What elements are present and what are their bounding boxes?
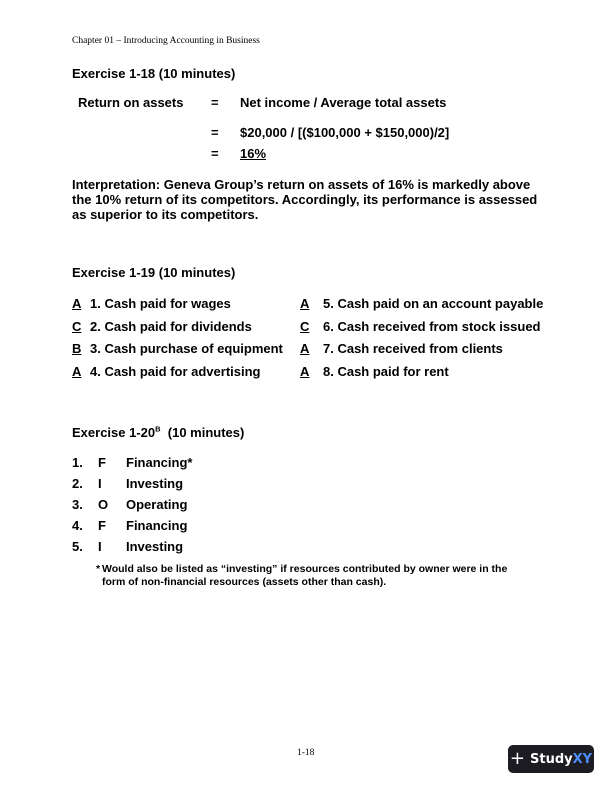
classification-code: C [72, 319, 82, 334]
exercise-1-20b-title [72, 425, 244, 440]
exercise-1-20-title-main: Exercise 1-20 [72, 425, 156, 440]
roa-label: Return on assets [78, 95, 184, 110]
activity-type: Financing* [126, 455, 193, 470]
classification-code: C [300, 319, 310, 334]
classification-code: A [300, 341, 310, 356]
page-number: 1-18 [297, 748, 315, 758]
cash-flow-item: 7. Cash received from clients [323, 341, 503, 356]
chapter-header: Chapter 01 – Introducing Accounting in Business [72, 36, 260, 46]
equals-sign-1: = [211, 95, 219, 110]
exercise-1-19-title: Exercise 1-19 (10 minutes) [72, 265, 236, 280]
footnote-line-2: form of non-financial resources (assets other than cash). [102, 576, 387, 588]
activity-code: O [98, 497, 109, 512]
classification-code: A [300, 296, 310, 311]
activity-type: Financing [126, 518, 188, 533]
item-number: 3. [72, 497, 83, 512]
activity-code: F [98, 518, 106, 533]
roa-formula: Net income / Average total assets [240, 95, 447, 110]
item-number: 2. [72, 476, 83, 491]
classification-code: A [300, 364, 310, 379]
roa-result: 16% [240, 146, 267, 161]
footnote [96, 563, 536, 589]
classification-code: A [72, 364, 82, 379]
item-number: 4. [72, 518, 83, 533]
cash-flow-item: 5. Cash paid on an account payable [323, 296, 544, 311]
footnote-marker: * [96, 563, 101, 575]
cash-flow-item: 2. Cash paid for dividends [90, 319, 252, 334]
activity-type: Investing [126, 476, 184, 491]
activity-type: Operating [126, 497, 188, 512]
activity-code: I [98, 539, 102, 554]
cash-flow-item: 3. Cash purchase of equipment [90, 341, 283, 356]
cash-flow-item: 1. Cash paid for wages [90, 296, 231, 311]
interpretation-paragraph: Interpretation: Geneva Group’s return on assets of 16% is markedly above the 10% return of its competitors. Accordingly, its performance is assessed as superior to its competitors. [72, 177, 538, 222]
brand-name: Study [530, 751, 573, 767]
exercise-1-18-title: Exercise 1-18 (10 minutes) [72, 66, 236, 81]
cash-flow-item: 8. Cash paid for rent [323, 364, 449, 379]
item-number: 5. [72, 539, 83, 554]
roa-computation: $20,000 / [($100,000 + $150,000)/2] [240, 125, 450, 140]
activity-code: F [98, 455, 106, 470]
equals-sign-2: = [211, 125, 219, 140]
brand-accent: XY [572, 751, 593, 767]
cash-flow-item: 4. Cash paid for advertising [90, 364, 261, 379]
plus-icon: + [509, 748, 526, 769]
studyxy-badge[interactable] [508, 745, 594, 773]
cash-flow-item: 6. Cash received from stock issued [323, 319, 541, 334]
exercise-1-20-duration: (10 minutes) [160, 425, 245, 440]
classification-code: A [72, 296, 82, 311]
item-number: 1. [72, 455, 83, 470]
activity-code: I [98, 476, 102, 491]
exercise-1-20-superscript: B [155, 424, 161, 434]
activity-type: Investing [126, 539, 184, 554]
classification-code: B [72, 341, 82, 356]
footnote-line-1: Would also be listed as “investing” if resources contributed by owner were in the [102, 563, 508, 575]
equals-sign-3: = [211, 146, 219, 161]
